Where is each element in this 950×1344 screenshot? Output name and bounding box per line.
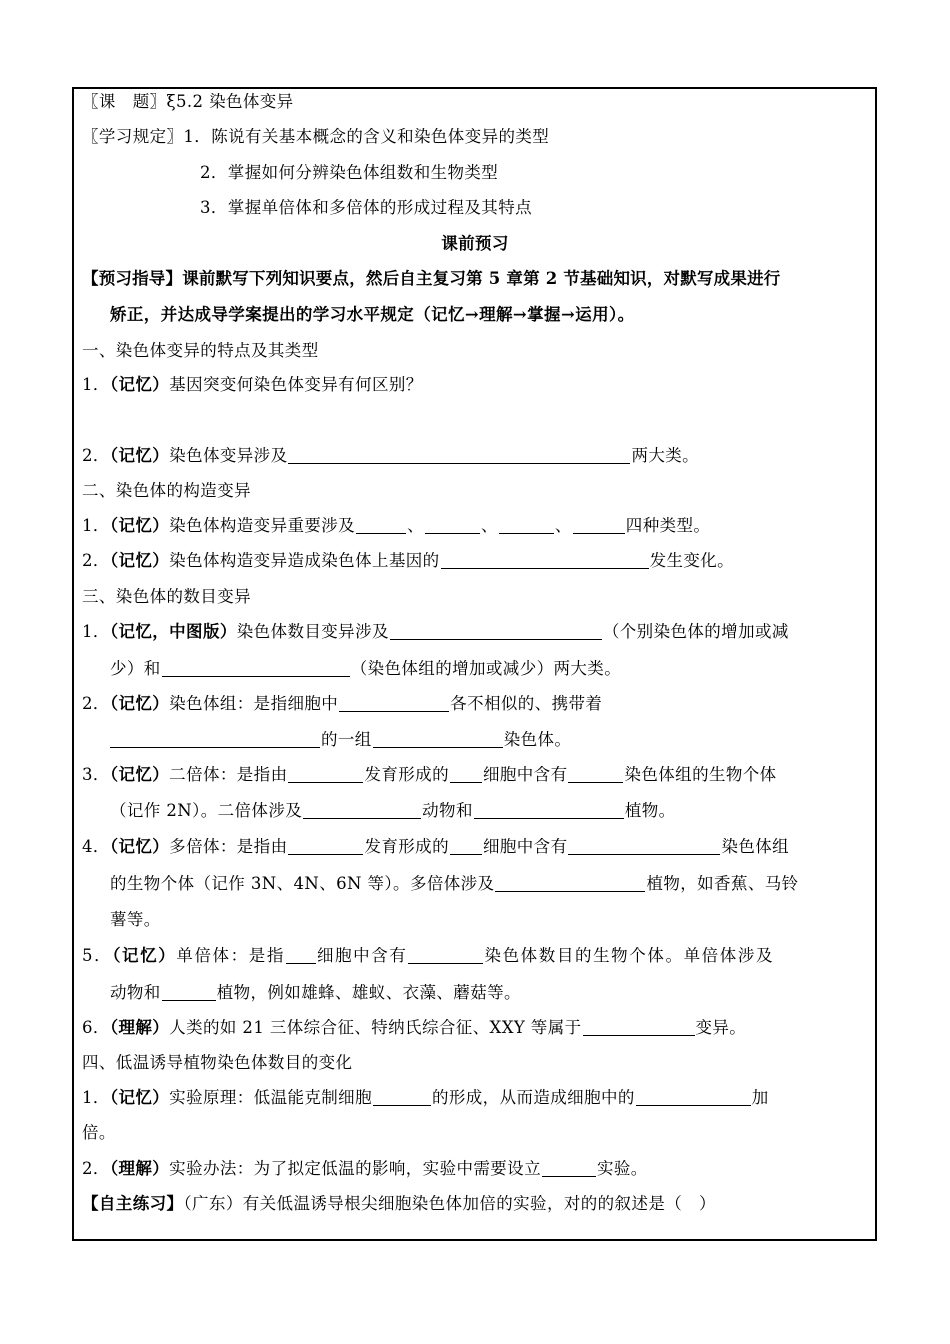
section-4-title: 四、低温诱导植物染色体数目的变化 (82, 1053, 353, 1072)
requirements-line-3: 3．掌握单倍体和多倍体的形成过程及其特点 (200, 198, 532, 217)
blank-field[interactable] (495, 873, 645, 892)
s3-question-1-cont: 少）和 （染色体组的增加或减少）两大类。 (110, 659, 622, 678)
blank-field[interactable] (636, 1087, 751, 1106)
blank-field[interactable] (303, 800, 421, 819)
s1-question-2: 2．（记忆）染色体变异涉及 两大类。 (82, 446, 700, 465)
section-3-title: 三、染色体的数目变异 (82, 587, 251, 606)
s3-question-5: 5．（记忆）单倍体：是指 细胞中含有 染色体数目的生物个体。单倍体涉及 (82, 946, 775, 965)
requirements-line-2: 2．掌握如何分辨染色体组数和生物类型 (200, 163, 499, 182)
blank-field[interactable] (499, 515, 554, 534)
s3-question-3: 3．（记忆）二倍体：是指由 发育形成的 细胞中含有 染色体组的生物个体 (82, 765, 777, 784)
blank-field[interactable] (390, 621, 602, 640)
s4-question-1: 1．（记忆）实验原理：低温能克制细胞 的形成，从而造成细胞中的 加 (82, 1088, 769, 1107)
section-1-title: 一、染色体变异的特点及其类型 (82, 341, 319, 360)
blank-field[interactable] (288, 836, 363, 855)
requirements-label: 〖学习规定〗 (82, 127, 184, 146)
s3-question-4-cont-2: 薯等。 (110, 910, 161, 929)
blank-field[interactable] (162, 982, 216, 1001)
requirements-line-1: 〖学习规定〗1．陈说有关基本概念的含义和染色体变异的类型 (82, 127, 550, 146)
blank-field[interactable] (568, 836, 720, 855)
s3-question-4-cont: 的生物个体（记作 3N、4N、6N 等）。多倍体涉及 植物，如香蕉、马铃 (110, 874, 799, 893)
s3-question-4: 4．（记忆）多倍体：是指由 发育形成的 细胞中含有 染色体组 (82, 837, 790, 856)
blank-field[interactable] (573, 515, 625, 534)
blank-field[interactable] (162, 658, 350, 677)
section-title: 课前预习 (441, 234, 509, 253)
blank-field[interactable] (542, 1158, 596, 1177)
practice-line: 【自主练习】（广东）有关低温诱导根尖细胞染色体加倍的实验，对的的叙述是（ ） (82, 1194, 716, 1213)
blank-field[interactable] (339, 693, 449, 712)
blank-field[interactable] (288, 764, 363, 783)
blank-field[interactable] (583, 1017, 695, 1036)
blank-field[interactable] (474, 800, 624, 819)
s1-question-1: 1．（记忆）基因突变何染色体变异有何区别？ (82, 375, 423, 394)
s4-question-1-cont: 倍。 (82, 1123, 116, 1142)
s2-question-1: 1．（记忆）染色体构造变异重要涉及 、 、 、 四种类型。 (82, 516, 711, 535)
blank-field[interactable] (450, 836, 482, 855)
blank-field[interactable] (356, 515, 406, 534)
s2-question-2: 2．（记忆）染色体构造变异造成染色体上基因的 发生变化。 (82, 551, 735, 570)
guide-line-1: 【预习指导】课前默写下列知识要点，然后自主复习第 5 章第 2 节基础知识，对默写成果进行 (82, 269, 781, 288)
s4-question-2: 2．（理解）实验办法：为了拟定低温的影响，实验中需要设立 实验。 (82, 1159, 648, 1178)
blank-field[interactable] (450, 764, 482, 783)
practice-label: 【自主练习】 (82, 1194, 184, 1213)
blank-field[interactable] (441, 550, 649, 569)
blank-field[interactable] (568, 764, 623, 783)
s3-question-1: 1．（记忆，中图版）染色体数目变异涉及 （个别染色体的增加或减 (82, 622, 789, 641)
blank-field[interactable] (288, 445, 630, 464)
blank-field[interactable] (425, 515, 480, 534)
section-2-title: 二、染色体的构造变异 (82, 481, 251, 500)
s3-question-2: 2．（记忆）染色体组：是指细胞中 各不相似的、携带着 (82, 694, 603, 713)
blank-field[interactable] (110, 729, 320, 748)
blank-field[interactable] (408, 945, 483, 964)
blank-field[interactable] (373, 729, 503, 748)
s3-question-5-cont: 动物和 植物，例如雄蜂、雄蚁、衣藻、蘑菇等。 (110, 983, 521, 1002)
s3-question-2-cont: 的一组 染色体。 (110, 729, 571, 751)
s3-question-3-cont: （记作 2N）。二倍体涉及 动物和 植物。 (110, 801, 676, 820)
blank-field[interactable] (286, 945, 316, 964)
s3-question-6: 6．（理解）人类的如 21 三体综合征、特纳氏综合征、XXY 等属于 变异。 (82, 1018, 747, 1037)
guide-line-2: 矫正，并达成导学案提出的学习水平规定（记忆→理解→掌握→运用）。 (110, 305, 635, 324)
topic-line: 〖课 题〗ξ5.2 染色体变异 (82, 92, 294, 111)
blank-field[interactable] (373, 1087, 431, 1106)
